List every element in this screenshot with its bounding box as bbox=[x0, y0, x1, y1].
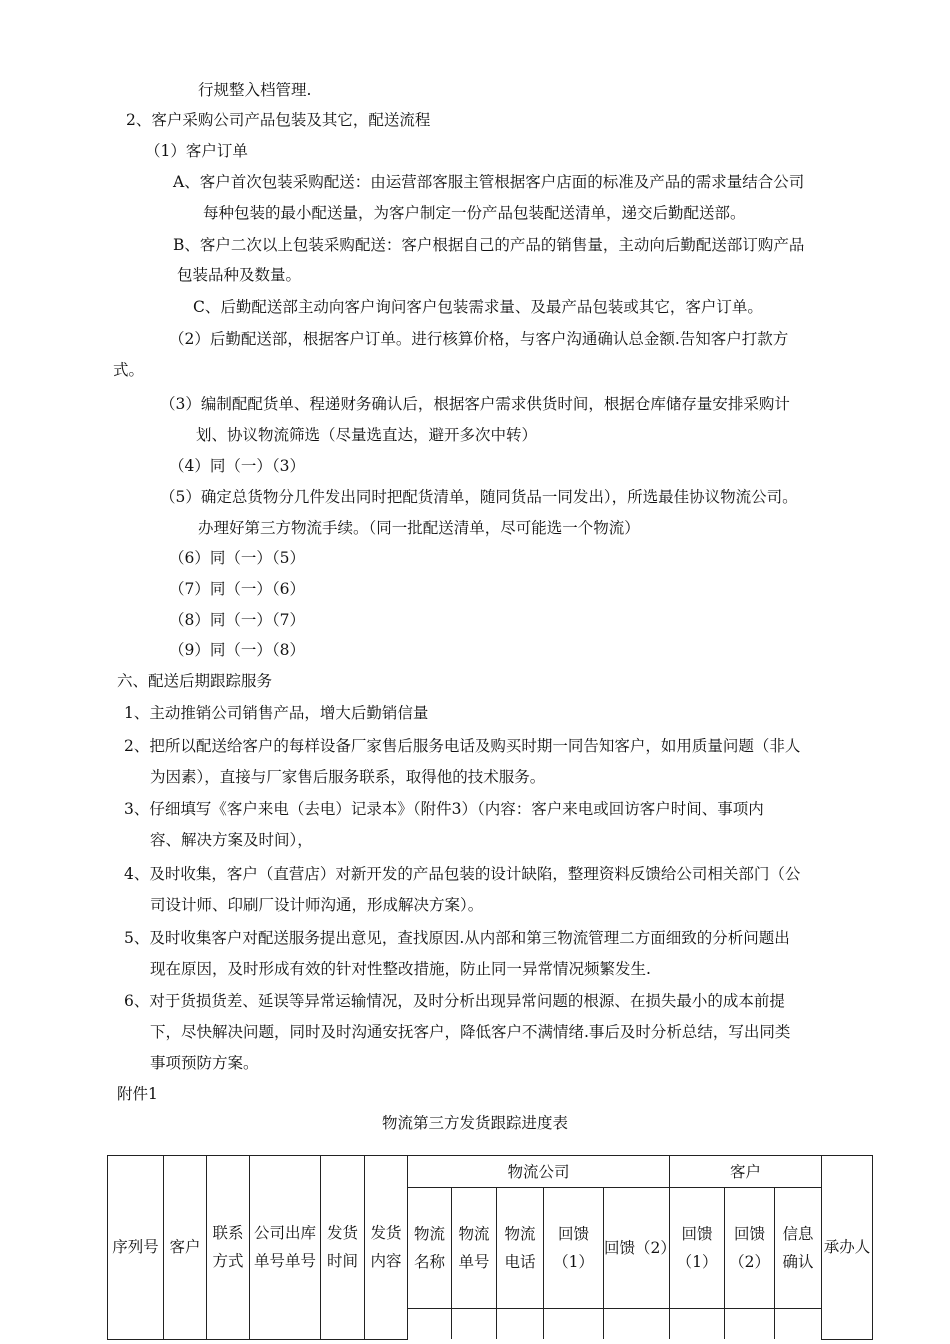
paragraph-line: 行规整入档管理. bbox=[198, 81, 312, 99]
header-ship-time: 发货时间 bbox=[321, 1156, 365, 1340]
paragraph-line: B、客户二次以上包装采购配送：客户根据自己的产品的销售量，主动向后勤配送部订购产品 bbox=[173, 236, 805, 254]
table-cell bbox=[670, 1309, 725, 1340]
paragraph-line: 现在原因，及时形成有效的针对性整改措施，防止同一异常情况频繁发生. bbox=[150, 960, 651, 978]
header-logistics-group: 物流公司 bbox=[408, 1156, 670, 1188]
paragraph-line: 为因素），直接与厂家售后服务联系，取得他的技术服务。 bbox=[150, 768, 546, 786]
paragraph-line: 划、协议物流筛选（尽量选直达，避开多次中转） bbox=[196, 426, 538, 444]
paragraph-line: （5）确定总货物分几件发出同时把配货清单，随同货品一同发出），所选最佳协议物流公司。 bbox=[160, 488, 798, 506]
section-heading: 六、配送后期跟踪服务 bbox=[117, 672, 273, 690]
paragraph-line: （4）同（一）（3） bbox=[169, 457, 305, 475]
paragraph-line: 办理好第三方物流手续。（同一批配送清单，尽可能选一个物流） bbox=[198, 519, 640, 537]
paragraph-line: 3、仔细填写《客户来电（去电）记录本》（附件3）（内容：客户来电或回访客户时间、事项内 bbox=[124, 800, 764, 818]
paragraph-line: 4、及时收集，客户（直营店）对新开发的产品包装的设计缺陷，整理资料反馈给公司相关部门（公 bbox=[124, 865, 801, 883]
header-seq: 序列号 bbox=[108, 1156, 164, 1340]
paragraph-line: C、后勤配送部主动向客户询问客户包装需求量、及最产品包装或其它，客户订单。 bbox=[193, 298, 763, 316]
header-out-no: 公司出库单号单号 bbox=[250, 1156, 321, 1340]
paragraph-line: 下，尽快解决问题，同时及时沟通安抚客户，降低客户不满情绪.事后及时分析总结，写出同类 bbox=[150, 1023, 791, 1041]
paragraph-line: 容、解决方案及时间）， bbox=[150, 831, 313, 849]
paragraph-line: A、客户首次包装采购配送：由运营部客服主管根据客户店面的标准及产品的需求量结合公司 bbox=[173, 173, 805, 191]
paragraph-line: 5、及时收集客户对配送服务提出意见，查找原因.从内部和第三物流管理二方面细致的分析问题出 bbox=[124, 929, 790, 947]
subsection-heading: （1）客户订单 bbox=[145, 142, 248, 160]
paragraph-line: 1、主动推销公司销售产品，增大后勤销信量 bbox=[124, 704, 429, 722]
header-contact: 联系方式 bbox=[207, 1156, 250, 1340]
paragraph-line: 式。 bbox=[113, 361, 145, 379]
paragraph-line: 6、对于货损货差、延误等异常运输情况，及时分析出现异常问题的根源、在损失最小的成本前提 bbox=[124, 992, 785, 1010]
paragraph-line: （6）同（一）（5） bbox=[169, 549, 305, 567]
paragraph-line: （2）后勤配送部，根据客户订单。进行核算价格，与客户沟通确认总金额.告知客户打款方 bbox=[169, 330, 789, 348]
table-cell bbox=[604, 1309, 670, 1340]
header-logistics-feedback-1: 回馈（1） bbox=[544, 1188, 604, 1309]
header-customer-feedback-1: 回馈（1） bbox=[670, 1188, 725, 1309]
table-cell bbox=[452, 1309, 497, 1340]
header-customer-group: 客户 bbox=[670, 1156, 822, 1188]
paragraph-line: 司设计师、印刷厂设计师沟通，形成解决方案）。 bbox=[150, 896, 484, 914]
paragraph-line: 2、把所以配送给客户的每样设备厂家售后服务电话及购买时期一同告知客户，如用质量问题（非人 bbox=[124, 737, 801, 755]
table-cell bbox=[408, 1309, 452, 1340]
header-logistics-name: 物流名称 bbox=[408, 1188, 452, 1309]
paragraph-line: （7）同（一）（6） bbox=[169, 580, 305, 598]
paragraph-line: （8）同（一）（7） bbox=[169, 611, 305, 629]
header-customer: 客户 bbox=[164, 1156, 207, 1340]
header-customer-feedback-2: 回馈（2） bbox=[725, 1188, 775, 1309]
table-cell bbox=[497, 1309, 544, 1340]
paragraph-line: 包装品种及数量。 bbox=[177, 266, 302, 284]
attachment-label: 附件1 bbox=[117, 1085, 158, 1103]
header-ship-content: 发货内容 bbox=[365, 1156, 408, 1340]
header-handler: 承办人 bbox=[822, 1156, 873, 1340]
paragraph-line: （3）编制配配货单、程递财务确认后，根据客户需求供货时间，根据仓库储存量安排采购计 bbox=[160, 395, 790, 413]
table-title: 物流第三方发货跟踪进度表 bbox=[381, 1114, 568, 1132]
header-logistics-phone: 物流电话 bbox=[497, 1188, 544, 1309]
table-cell bbox=[544, 1309, 604, 1340]
shipment-tracking-table bbox=[107, 1155, 873, 1340]
header-info-confirm: 信息确认 bbox=[775, 1188, 822, 1309]
paragraph-line: （9）同（一）（8） bbox=[169, 641, 305, 659]
table-cell bbox=[725, 1309, 775, 1340]
table-cell bbox=[775, 1309, 822, 1340]
section-heading: 2、客户采购公司产品包装及其它，配送流程 bbox=[126, 111, 431, 129]
paragraph-line: 每种包装的最小配送量，为客户制定一份产品包装配送清单，递交后勤配送部。 bbox=[203, 204, 746, 222]
paragraph-line: 事项预防方案。 bbox=[150, 1054, 259, 1072]
header-logistics-no: 物流单号 bbox=[452, 1188, 497, 1309]
header-logistics-feedback-2: 回馈（2） bbox=[604, 1188, 670, 1309]
